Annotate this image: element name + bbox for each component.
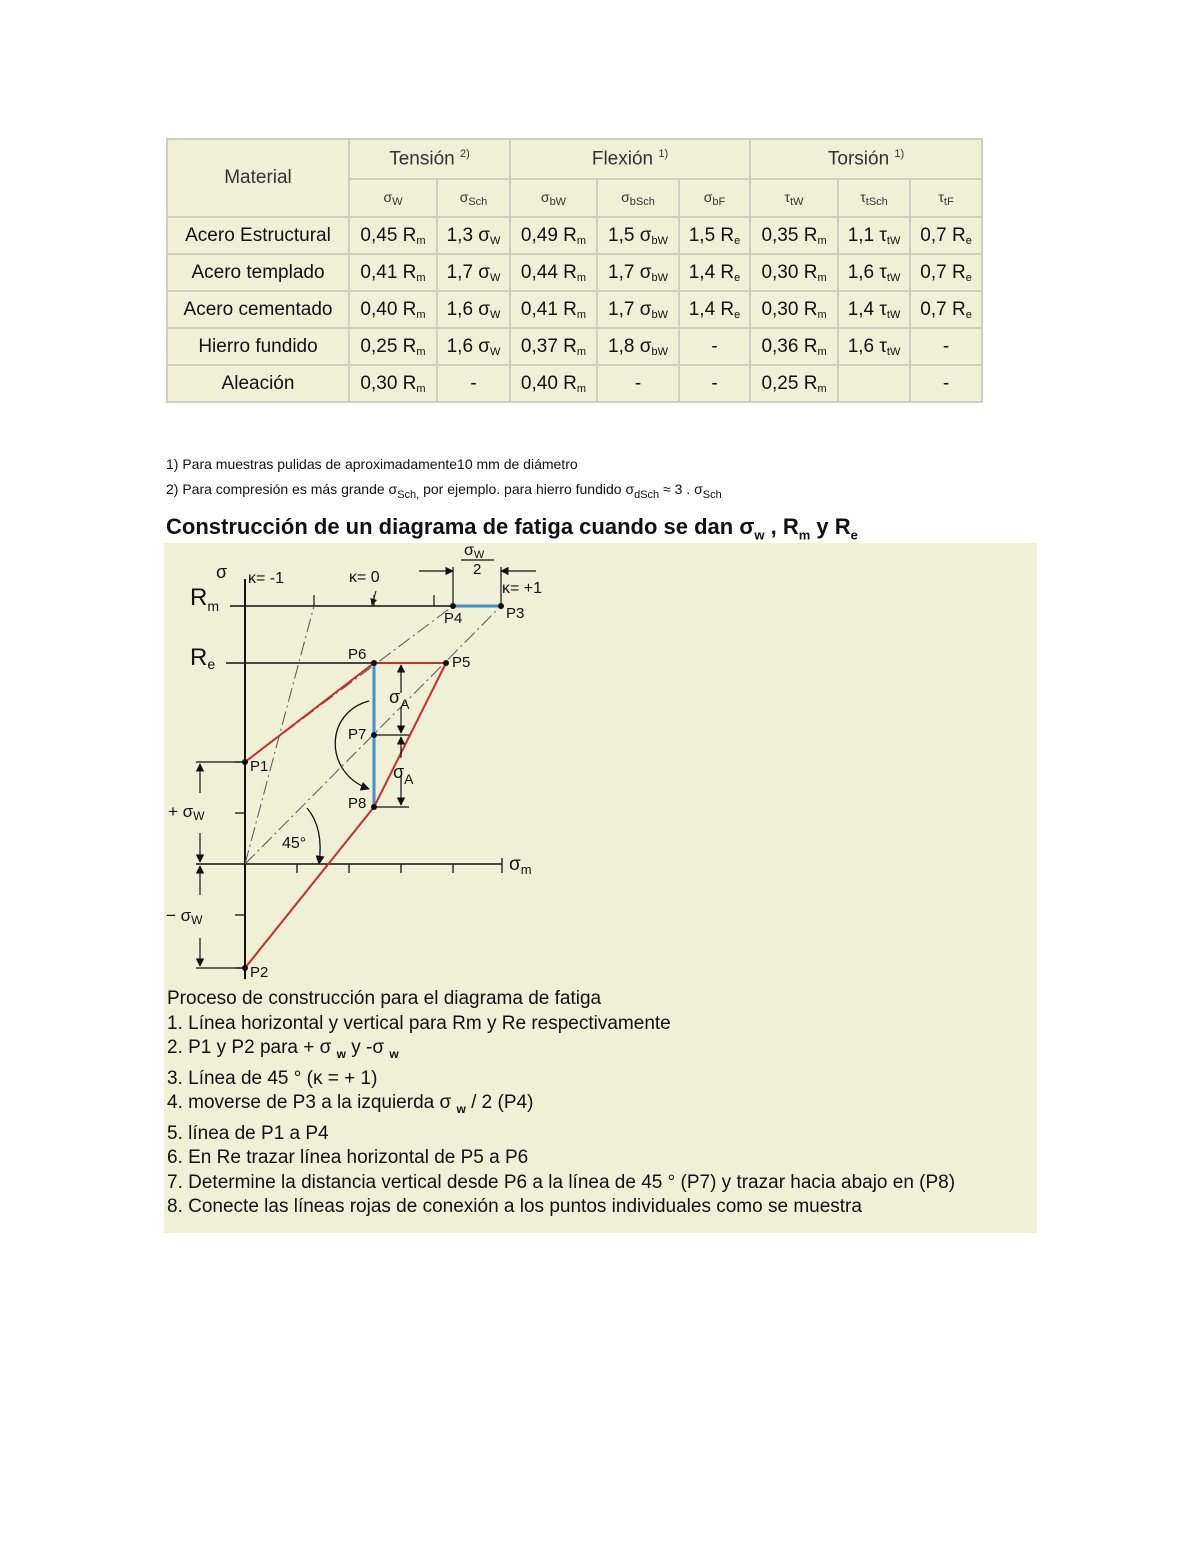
value-cell: 0,7 $R_e$ [910, 217, 982, 254]
value-cell: 0,25 $R_m$ [750, 365, 838, 402]
value-cell: 1,7 $\sigma_{bW}$ [597, 254, 679, 291]
value-cell: 0,41 $R_m$ [510, 291, 597, 328]
value-cell: 0,30 $R_m$ [349, 365, 437, 402]
value-cell: 1,6 $\sigma_W$ [437, 328, 510, 365]
value-cell: 0,45 $R_m$ [349, 217, 437, 254]
header-torsion: Torsión $^{1)}$ [750, 139, 982, 179]
value-cell: 1,6 $\tau_{tW}$ [838, 328, 910, 365]
value-cell: 1,6 $\tau_{tW}$ [838, 254, 910, 291]
value-cell: 1,4 $R_e$ [679, 291, 750, 328]
table-row [167, 217, 982, 254]
table-row [167, 328, 982, 365]
value-cell: - [679, 328, 750, 365]
header-material: Material [167, 139, 349, 217]
value-cell: 1,7 $\sigma_W$ [437, 254, 510, 291]
value-cell [838, 365, 910, 402]
label-p1: P1 [250, 758, 269, 775]
value-cell: 0,36 $R_m$ [750, 328, 838, 365]
construction-steps [167, 987, 1033, 1220]
value-cell: - [679, 365, 750, 402]
value-cell: 0,37 $R_m$ [510, 328, 597, 365]
material-cell: Acero cementado [167, 291, 349, 328]
value-cell: 0,25 $R_m$ [349, 328, 437, 365]
angle-arc-45 [307, 808, 320, 864]
step-8: 8. Conecte las líneas rojas de conexión a los puntos individuales como se muestra [167, 1196, 862, 1218]
subheader-5: $\tau_{tW}$ [750, 179, 838, 217]
subheader-0: $\sigma_W$ [349, 179, 437, 217]
label-p6: P6 [348, 646, 367, 663]
value-cell: 1,6 $\sigma_W$ [437, 291, 510, 328]
label-sigma-a-lower: $\sigma_A$ [393, 762, 414, 787]
label-minus-sigma-w: − σW [166, 906, 203, 927]
value-cell: 0,30 $R_m$ [750, 254, 838, 291]
value-cell: 0,40 $R_m$ [349, 291, 437, 328]
step-3: 3. Línea de 45 ° (κ = + 1) [167, 1067, 378, 1089]
label-kappa-0: κ= 0 [349, 569, 380, 586]
label-p5: P5 [452, 654, 471, 671]
label-p3: P3 [506, 605, 525, 622]
value-cell: 1,5 $R_e$ [679, 217, 750, 254]
table-row [167, 291, 982, 328]
value-cell: 1,5 $\sigma_{bW}$ [597, 217, 679, 254]
subheader-3: $\sigma_{bSch}$ [597, 179, 679, 217]
header-flexion: Flexión $^{1)}$ [510, 139, 750, 179]
footnote-1: 1) Para muestras pulidas de aproximadamente10 mm de diámetro [166, 456, 578, 472]
y-axis-ticks [235, 762, 245, 968]
value-cell: 1,4 $R_e$ [679, 254, 750, 291]
value-cell: 1,8 $\sigma_{bW}$ [597, 328, 679, 365]
label-re: Re [190, 644, 216, 672]
value-cell: 0,7 $R_e$ [910, 291, 982, 328]
value-cell: 1,1 $\tau_{tW}$ [838, 217, 910, 254]
value-cell: 0,40 $R_m$ [510, 365, 597, 402]
step-6: 6. En Re trazar línea horizontal de P5 a P6 [167, 1147, 529, 1169]
footnotes [166, 452, 722, 508]
label-kappa-plus1: κ= +1 [502, 580, 543, 597]
label-p8: P8 [348, 795, 367, 812]
value-cell: - [910, 365, 982, 402]
value-cell: - [597, 365, 679, 402]
table-body [167, 217, 982, 402]
step-2: 2. P1 y P2 para + σ $_w$ y -σ $_w$ [167, 1037, 399, 1061]
red-fatigue-envelope [245, 663, 446, 968]
value-cell: - [437, 365, 510, 402]
label-sigma-a-upper: $\sigma_A$ [389, 687, 410, 712]
section-title: Construcción de un diagrama de fatiga cuando se dan $\sigma_w$ , $R_m$ y $R_e$ [166, 514, 858, 543]
subheader-6: $\tau_{tSch}$ [838, 179, 910, 217]
subheader-2: $\sigma_{bW}$ [510, 179, 597, 217]
step-7: 7. Determine la distancia vertical desde P6 a la línea de 45 ° (P7) y trazar hacia abajo en (P8) [167, 1171, 956, 1193]
label-p4: P4 [444, 610, 463, 627]
subheader-4: $\sigma_{bF}$ [679, 179, 750, 217]
value-cell: 0,7 $R_e$ [910, 254, 982, 291]
sigma-w-dimension [196, 762, 245, 968]
fatigue-properties-table [166, 138, 983, 403]
value-cell: - [910, 328, 982, 365]
label-p2: P2 [250, 964, 269, 981]
value-cell: 1,3 $\sigma_W$ [437, 217, 510, 254]
step-5: 5. línea de P1 a P4 [167, 1122, 329, 1144]
label-p7: P7 [348, 726, 367, 743]
step-4: 4. moverse de P3 a la izquierda σ $_w$ / 2 (P4) [167, 1092, 534, 1116]
header-tension: Tensión $^{2)}$ [349, 139, 510, 179]
label-sigma-w-half-num: σW [464, 543, 485, 561]
subheader-7: $\tau_{tF}$ [910, 179, 982, 217]
value-cell: 1,4 $\tau_{tW}$ [838, 291, 910, 328]
label-sigma-m: $\sigma_m$ [509, 854, 532, 877]
value-cell: 1,7 $\sigma_{bW}$ [597, 291, 679, 328]
table-row [167, 254, 982, 291]
step-1: 1. Línea horizontal y vertical para Rm y Re respectivamente [167, 1012, 671, 1034]
table-row [167, 365, 982, 402]
subheader-1: $\sigma_{Sch}$ [437, 179, 510, 217]
material-cell: Hierro fundido [167, 328, 349, 365]
label-rm: $R_m$ [190, 584, 220, 614]
label-sigma-w-half-den: 2 [473, 561, 482, 578]
label-kappa-minus1: κ= -1 [248, 570, 285, 587]
table-group-header-row [167, 139, 982, 179]
value-cell: 0,44 $R_m$ [510, 254, 597, 291]
properties-table-container [166, 138, 981, 403]
label-sigma-axis: σ [216, 562, 228, 582]
label-plus-sigma-w: + σW [168, 802, 205, 823]
material-cell: Aleación [167, 365, 349, 402]
material-cell: Acero templado [167, 254, 349, 291]
fatigue-diagram [164, 543, 1037, 987]
transfer-arc-arrow [335, 701, 369, 789]
label-45-degrees: 45° [282, 835, 307, 852]
value-cell: 0,41 $R_m$ [349, 254, 437, 291]
value-cell: 0,35 $R_m$ [750, 217, 838, 254]
footnote-2: 2) Para compresión es más grande $\sigma_{Sch,}$ por ejemplo. para hierro fundido $\sigma_{dSch} \approx 3$ . $\sigma_{Sch}$ [166, 481, 722, 501]
diagram-panel [164, 543, 1037, 1233]
value-cell: 0,49 $R_m$ [510, 217, 597, 254]
material-cell: Acero Estructural [167, 217, 349, 254]
value-cell: 0,30 $R_m$ [750, 291, 838, 328]
steps-intro: Proceso de construcción para el diagrama de fatiga [167, 988, 602, 1009]
